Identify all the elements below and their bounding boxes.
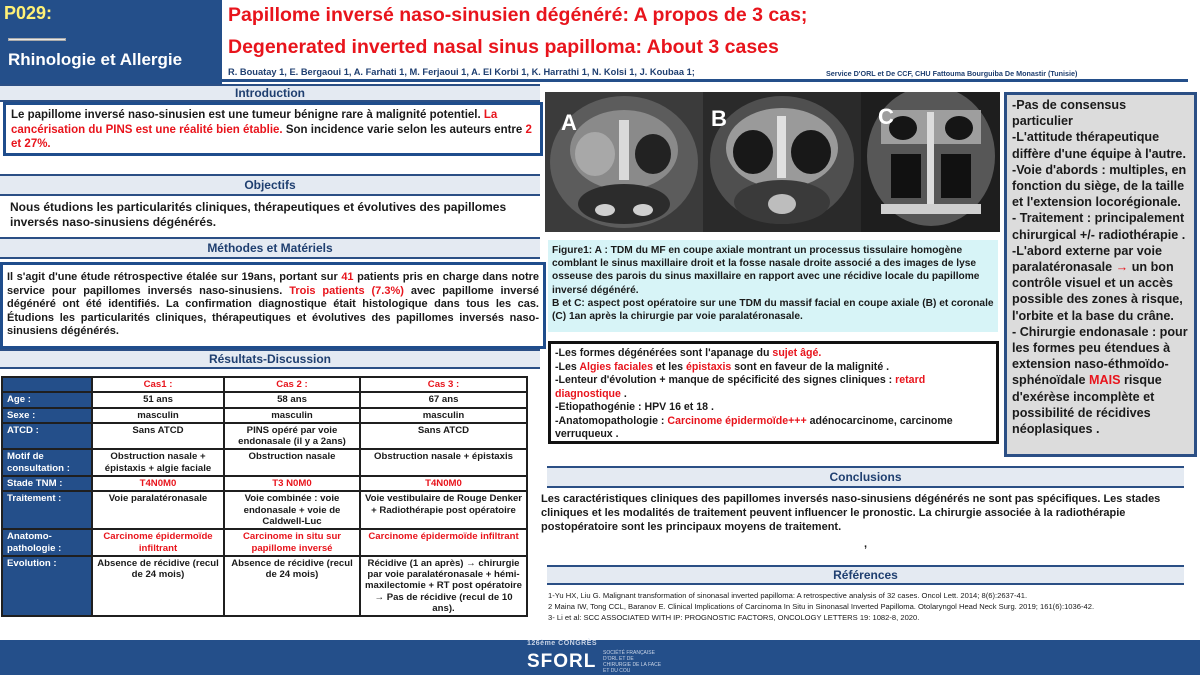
case-column-header: Cas 3 : — [360, 377, 527, 392]
introduction-heading: Introduction — [0, 84, 540, 102]
caption-part-b: B et C: aspect post opératoire sur une TDM du massif facial en coupe axiale (B) et coronale (C) 1an après la chirurgie par voie paralatéronasale. — [552, 297, 994, 323]
table-row — [2, 529, 527, 556]
discussion-panel — [1004, 92, 1197, 457]
table-cell: 58 ans — [224, 392, 360, 407]
finding-text: -Les — [555, 360, 577, 373]
table-cell: masculin — [224, 408, 360, 423]
introduction-box — [3, 102, 543, 156]
finding-highlight: Algies faciales — [579, 360, 653, 373]
table-cell: Voie vestibulaire de Rouge Denker + Radiothérapie post opératoire — [360, 491, 527, 529]
objectifs-heading: Objectifs — [0, 174, 540, 196]
results-table-body — [2, 377, 527, 616]
degenerated-count: Trois patients (7.3%) — [289, 284, 404, 297]
table-row — [2, 449, 527, 476]
finding-line — [555, 415, 992, 442]
intro-text: Le papillome inversé naso-sinusien est une tumeur bénigne rare à malignité potentiel. — [11, 109, 481, 121]
intro-highlight: La cancérisation du PINS est une réalité bien établie. — [11, 109, 498, 136]
table-cell: Absence de récidive (recul de 24 mois) — [224, 556, 360, 616]
sforl-subtitle: SOCIÉTÉ FRANÇAISE D'ORL ET DE CHIRURGIE DE LA FACE ET DU COU — [603, 650, 662, 674]
discussion-item — [1012, 243, 1189, 324]
title-english: Degenerated inverted nasal sinus papilloma: About 3 cases — [228, 36, 779, 58]
row-label: Traitement : — [2, 491, 92, 529]
finding-text: sont en faveur de la malignité . — [734, 360, 890, 373]
finding-highlight: retard diagnostique — [555, 374, 926, 400]
finding-line: -Etiopathogénie : HPV 16 et 18 . — [555, 401, 714, 413]
patient-count: 41 — [341, 271, 354, 283]
row-label: Sexe : — [2, 408, 92, 423]
table-cell: Carcinome in situ sur papillome inversé — [224, 529, 360, 556]
row-label: Age : — [2, 392, 92, 407]
discussion-item: -Pas de consensus particulier — [1012, 98, 1127, 129]
table-row — [2, 423, 527, 450]
row-label: Anatomo-pathologie : — [2, 529, 92, 556]
discussion-text: risque d'exérèse incomplète et possibilité de récidives néoplasiques . — [1012, 373, 1162, 437]
objectifs-text: Nous étudions les particularités cliniques, thérapeutiques et évolutives des papillomes inversés naso-sinusiens dégénérés. — [10, 200, 507, 229]
discussion-text: - Chirurgie endonasale : pour les formes peu étendues à extension naso-éthmoïdo-sphénoïdale — [1012, 324, 1188, 388]
methodes-text: patients pris en charge dans notre service pour papillomes inversés naso-sinusiens. — [7, 271, 540, 297]
table-cell: Obstruction nasale + épistaxis + algie faciale — [92, 449, 224, 476]
table-cell: 51 ans — [92, 392, 224, 407]
finding-line — [555, 361, 992, 375]
discussion-text: un bon contrôle visuel et un accès possible des zones à risque, l'orbite et la base du crâne. — [1012, 260, 1183, 323]
table-cell: T3 N0M0 — [224, 476, 360, 491]
table-cell: Absence de récidive (recul de 24 mois) — [92, 556, 224, 616]
table-corner-cell — [2, 377, 92, 392]
table-cell: PINS opéré par voie endonasale (il y a 2ans) — [224, 423, 360, 450]
finding-text: adénocarcinome, carcinome verruqueux . — [555, 414, 953, 440]
resultats-heading: Résultats-Discussion — [0, 349, 540, 369]
affiliation: Service D'ORL et De CCF, CHU Fattouma Bourguiba De Monastir (Tunisie) — [826, 69, 1078, 78]
methodes-heading: Méthodes et Matériels — [0, 237, 540, 259]
title-french: Papillome inversé naso-sinusien dégénéré: A propos de 3 cas; — [228, 4, 808, 26]
table-header-row — [2, 377, 527, 392]
finding-text: et les — [655, 360, 684, 373]
table-cell: Sans ATCD — [360, 423, 527, 450]
finding-text: . — [623, 387, 627, 400]
discussion-item: -Voie d'abords : multiples, en fonction du siège, de la taille et l'extension locorégionale. — [1012, 162, 1187, 210]
panel-label-b: B — [711, 106, 727, 131]
intro-range: 2 et 27%. — [11, 123, 532, 150]
row-label: Motif de consultation : — [2, 449, 92, 476]
table-row — [2, 408, 527, 423]
references-list — [548, 590, 1168, 623]
footer-band — [0, 640, 1200, 675]
row-label: ATCD : — [2, 423, 92, 450]
finding-line — [555, 347, 992, 361]
table-cell: masculin — [92, 408, 224, 423]
table-cell: Sans ATCD — [92, 423, 224, 450]
panel-label-a: A — [561, 110, 577, 135]
table-cell: Voie combinée : voie endonasale + voie de Caldwell-Luc — [224, 491, 360, 529]
ct-figure — [545, 92, 1000, 232]
poster-id: P029: — [4, 3, 53, 23]
conclusions-heading: Conclusions — [547, 466, 1184, 488]
table-cell: Carcinome épidermoïde infiltrant — [360, 529, 527, 556]
table-row — [2, 491, 527, 529]
table-cell: 67 ans — [360, 392, 527, 407]
finding-text: -Les formes dégénérées sont l'apanage du — [555, 347, 770, 359]
discussion-item: -L'attitude thérapeutique diffère d'une équipe à l'autre. — [1012, 130, 1186, 161]
methodes-box — [0, 262, 546, 349]
table-cell: Récidive (1 an après) → chirurgie par voie paralatéronasale + hémi-maxilectomie + RT post opératoire → Pas de récidive (recul de 10 ans). — [360, 556, 527, 616]
table-row — [2, 556, 527, 616]
caption-part-a: Figure1: A : TDM du MF en coupe axiale montrant un processus tissulaire homogène comblant le sinus maxillaire droit et la fosse nasale droite associé a des images de lyse osseuse des parois du sinus maxillaire en rapport avec une récidive locale du papillome inversé dégénéré. — [552, 245, 980, 296]
header-divider — [222, 79, 1188, 82]
discussion-text: -L'abord externe par voie paralatéronasale — [1012, 243, 1162, 275]
intro-text: Son incidence varie selon les auteurs entre — [285, 123, 523, 136]
banner-divider — [8, 38, 66, 41]
methodes-text: Il s'agit d'une étude rétrospective étalée sur 19ans, portant sur — [7, 271, 338, 283]
table-row — [2, 476, 527, 491]
table-cell: masculin — [360, 408, 527, 423]
conclusions-trailing-mark: , — [864, 538, 868, 550]
conclusions-text: Les caractéristiques cliniques des papillomes inversés naso-sinusiens dégénérés ne sont pas spécifiques. Les stades cliniques et les modalités de traitement peuvent influencer le pronostic. La chirurgie associée à la radiothérapie postopératoire sont les principaux moyens de traitement. — [541, 493, 1161, 533]
finding-text: -Anatomopathologie : — [555, 414, 665, 427]
finding-highlight: épistaxis — [685, 360, 732, 373]
reference-item: 1-Yu HX, Liu G. Malignant transformation of sinonasal inverted papilloma: A retrospective analysis of 32 cases. Oncol Lett. 2014; 8(6):2637-41. — [548, 591, 1028, 600]
finding-highlight: Carcinome épidermoïde+++ — [667, 414, 807, 427]
finding-line — [555, 374, 992, 401]
findings-box — [548, 341, 999, 444]
table-cell: Obstruction nasale + épistaxis — [360, 449, 527, 476]
reference-item: 3- Li et al: SCC ASSOCIATED WITH IP: PROGNOSTIC FACTORS, ONCOLOGY LETTERS 19: 1082-8, 2020. — [548, 613, 920, 622]
case-column-header: Cas1 : — [92, 377, 224, 392]
row-label: Stade TNM : — [2, 476, 92, 491]
results-table — [1, 376, 528, 617]
finding-highlight: sujet âgé. — [772, 347, 822, 359]
discussion-highlight: MAIS — [1088, 373, 1121, 388]
table-row — [2, 392, 527, 407]
case-column-header: Cas 2 : — [224, 377, 360, 392]
congress-label: 126ème CONGRÈS — [527, 640, 598, 647]
table-cell: Carcinome épidermoïde infiltrant — [92, 529, 224, 556]
session-name: Rhinologie et Allergie — [8, 50, 183, 69]
discussion-item — [1012, 324, 1189, 437]
table-cell: T4N0M0 — [360, 476, 527, 491]
sforl-logo: SFORL — [527, 651, 597, 672]
table-cell: T4N0M0 — [92, 476, 224, 491]
reference-item: 2 Maina IW, Tong CCL, Baranov E. Clinical Implications of Carcinoma In Situ in Sinonasal Inverted Papilloma. Otolaryngol Head Neck Surg. 2019; 161(6):1036-42. — [548, 602, 1095, 611]
finding-text: -Lenteur d'évolution + manque de spécificité des signes cliniques : — [555, 374, 893, 386]
figure-caption — [548, 240, 998, 332]
row-label: Evolution : — [2, 556, 92, 616]
table-cell: Voie paralatéronasale — [92, 491, 224, 529]
panel-label-c: C — [878, 104, 894, 129]
table-cell: Obstruction nasale — [224, 449, 360, 476]
discussion-item: - Traitement : principalement chirurgical +/- radiothérapie . — [1012, 211, 1186, 242]
arrow-right-icon: → — [1115, 260, 1129, 275]
methodes-text: avec papillome inversé dégénéré ont été identifiés. La confirmation diagnostique était histologique dans tous les cas. Étudions les particularités cliniques, thérapeutiques et évolutives des papillomes inversés naso-sinusiens dégénérés. — [7, 284, 540, 338]
references-heading: Références — [547, 565, 1184, 585]
author-list: R. Bouatay 1, E. Bergaoui 1, A. Farhati 1, M. Ferjaoui 1, A. El Korbi 1, K. Harrathi 1, N. Kolsi 1, J. Koubaa 1; — [228, 67, 695, 77]
